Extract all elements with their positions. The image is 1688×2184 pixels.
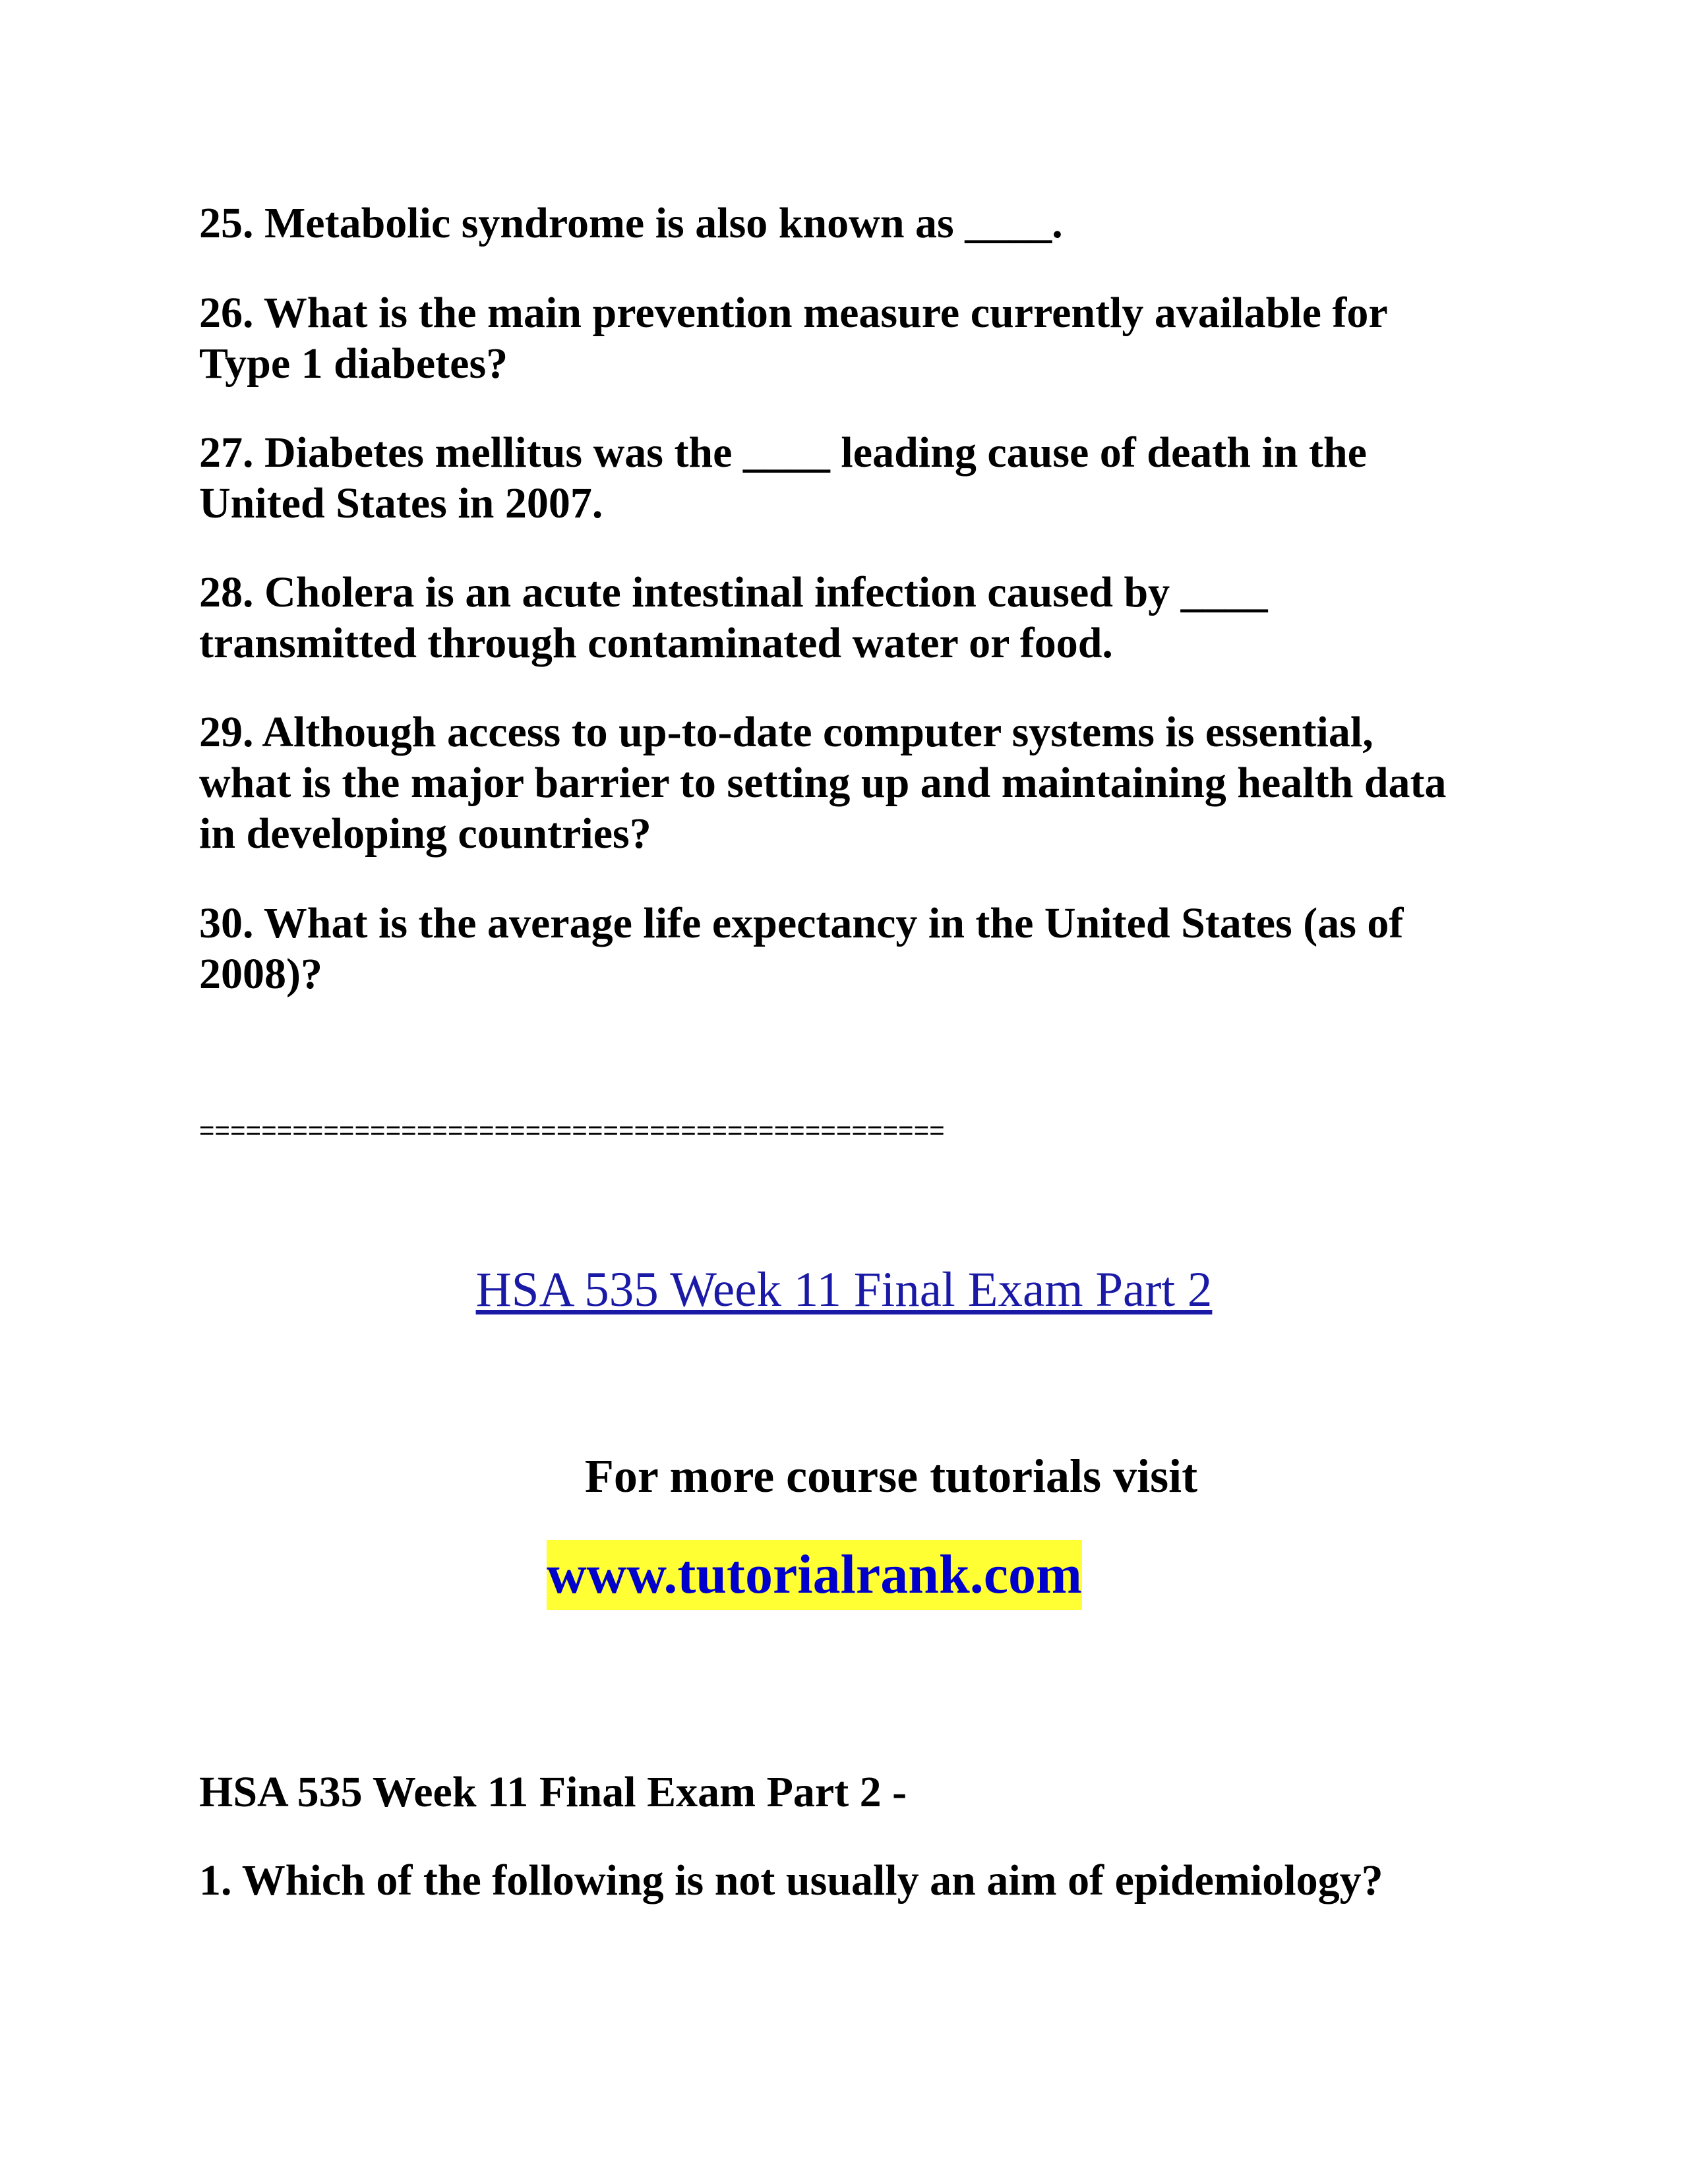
question-28-line-1: 28. Cholera is an acute intestinal infection caused by ____ [199, 568, 1268, 616]
question-26 [199, 287, 1518, 389]
question-28 [199, 567, 1518, 668]
question-30 [199, 898, 1518, 999]
part-2-question-1: 1. Which of the following is not usually an aim of epidemiology? [199, 1856, 1383, 1904]
exam-link-container [0, 1260, 1688, 1320]
question-26-line-1: 26. What is the main prevention measure currently available for [199, 289, 1388, 337]
question-29-line-2: what is the major barrier to setting up and maintaining health data [199, 759, 1447, 807]
promo-text: For more course tutorials visit [584, 1450, 1198, 1502]
exam-part-2-link[interactable]: HSA 535 Week 11 Final Exam Part 2 [475, 1262, 1213, 1317]
question-29-line-3: in developing countries? [199, 810, 651, 858]
question-28-line-2: transmitted through contaminated water or food. [199, 619, 1113, 667]
promo-site-link[interactable]: www.tutorialrank.com [547, 1540, 1082, 1610]
question-26-line-2: Type 1 diabetes? [199, 339, 508, 388]
section-divider: ================================================ [199, 1116, 945, 1145]
question-25 [199, 198, 1518, 249]
question-27-line-2: United States in 2007. [199, 479, 603, 527]
question-27 [199, 427, 1518, 529]
question-27-line-1: 27. Diabetes mellitus was the ____ leading cause of death in the [199, 428, 1367, 477]
question-25-line-1: 25. Metabolic syndrome is also known as ____. [199, 199, 1063, 247]
question-29-line-1: 29. Although access to up-to-date computer systems is essential, [199, 708, 1373, 756]
question-30-line-2: 2008)? [199, 950, 322, 998]
question-30-line-1: 30. What is the average life expectancy in the United States (as of [199, 899, 1404, 947]
question-29 [199, 707, 1518, 859]
promo-site-container [547, 1540, 1082, 1610]
part-2-heading: HSA 535 Week 11 Final Exam Part 2 - [199, 1768, 907, 1816]
